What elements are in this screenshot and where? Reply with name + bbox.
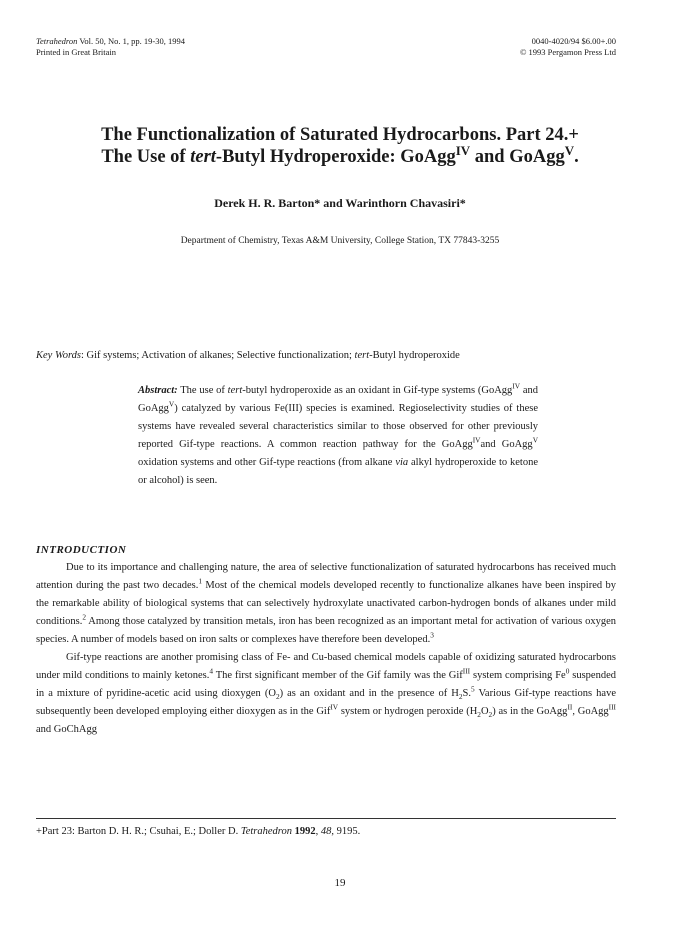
body-text: Various Gif-type reactions have subsequently been developed employing either dioxygen as in the Gif — [36, 688, 616, 717]
body-sup: IV — [330, 702, 339, 712]
keywords — [36, 350, 460, 361]
body-sub: 2 — [458, 692, 463, 702]
copyright: © 1993 Pergamon Press Ltd — [519, 47, 616, 57]
abstract-italic: tert — [227, 385, 243, 396]
keywords-italic: tert — [354, 350, 370, 361]
body-text: S. — [462, 688, 471, 699]
running-header-left — [36, 36, 185, 58]
journal-name: Tetrahedron — [36, 36, 78, 46]
abstract-text: -butyl hydroperoxide as an oxidant in Gif-type systems (GoAgg — [242, 385, 513, 396]
footnote-year: 1992 — [291, 826, 316, 837]
body-text: suspended in a mixture of pyridine-acetic acid using dioxygen (O — [36, 670, 617, 699]
abstract-sup: IV — [472, 435, 481, 445]
abstract-label: Abstract: — [138, 385, 178, 396]
abstract-sup: IV — [512, 381, 521, 391]
running-header-right — [520, 36, 616, 58]
abstract-text: alkyl hydroperoxide to ketone or alcohol) is seen. — [138, 457, 538, 486]
footnote-text: , 9195. — [331, 826, 361, 837]
title-superscript: IV — [455, 142, 471, 158]
footnote-text: , — [315, 826, 321, 837]
abstract-text: and GoAgg — [138, 385, 538, 414]
footnote-text: +Part 23: Barton D. H. R.; Csuhai, E.; Doller D. — [36, 826, 241, 837]
title-text: and GoAgg — [470, 147, 565, 167]
body-sub: 2 — [477, 710, 481, 720]
abstract-italic: via — [395, 457, 409, 468]
abstract-text: oxidation systems and other Gif-type reactions (from alkane — [138, 457, 396, 468]
footnote-rule — [36, 818, 616, 819]
body-text: system or hydrogen peroxide (H — [338, 706, 478, 717]
reference-sup: 3 — [430, 630, 434, 640]
title-superscript: V — [564, 142, 575, 158]
abstract-text: ) catalyzed by various Fe(III) species is examined. Regioselectivity studies of these systems have revealed several characteristics similar to those observed for other previously reported Gif-type reactions. A common reaction pathway for the GoAgg — [138, 403, 538, 450]
body-text: system comprising Fe — [470, 670, 566, 681]
abstract-sup: V — [532, 435, 538, 445]
title-text: . — [574, 147, 579, 167]
keywords-text: -Butyl hydroperoxide — [369, 350, 460, 361]
footnote-volume: 48 — [320, 826, 332, 837]
body-sup: II — [567, 702, 573, 712]
reference-sup: 1 — [198, 576, 203, 586]
body-text: Due to its importance and challenging nature, the area of selective functionalization of saturated hydrocarbons has received much attention during the past two decades. — [36, 562, 616, 591]
body-text: Among those catalyzed by transition metals, iron has been recognized as an important metal for activation of various oxygen species. A number of models based on iron salts or complexes have therefore been developed. — [36, 616, 616, 645]
citation: Vol. 50, No. 1, pp. 19-30, 1994 — [79, 36, 186, 46]
title-text: -Butyl Hydroperoxide: GoAgg — [215, 147, 456, 167]
body-text: The first significant member of the Gif family was the Gif — [213, 670, 463, 681]
section-heading-introduction: INTRODUCTION — [36, 544, 127, 556]
body-text: Most of the chemical models developed recently to functionalize alkanes have been inspired by the remarkable ability of biological systems that can selectively hydroxylate unactivated carbon-hydrogen bonds of alkanes under mild conditions. — [36, 580, 617, 627]
body-sup: III — [462, 666, 471, 676]
title-line-2 — [60, 142, 620, 168]
body-text: O — [480, 706, 489, 717]
introduction-body — [36, 559, 616, 739]
page-number: 19 — [334, 877, 346, 889]
abstract-text: and GoAgg — [480, 439, 533, 450]
body-text: ) as an oxidant and in the presence of H — [279, 688, 459, 699]
footnote — [36, 826, 360, 837]
body-sup: 0 — [565, 666, 570, 676]
title-italic: tert — [190, 147, 216, 167]
reference-sup: 4 — [209, 666, 214, 676]
affiliation: Department of Chemistry, Texas A&M University, College Station, TX 77843-3255 — [180, 236, 500, 246]
body-text: Gif-type reactions are another promising class of Fe- and Cu-based chemical models capable of oxidizing saturated hydrocarbons under mild conditions to mainly ketones. — [36, 652, 616, 681]
footnote-journal: Tetrahedron — [240, 826, 292, 837]
body-sub: 2 — [275, 692, 280, 702]
title-text: The Use of — [101, 147, 191, 167]
body-text: , GoAgg — [572, 706, 609, 717]
paragraph — [36, 649, 616, 739]
body-sub: 2 — [488, 710, 493, 720]
article-code: 0040-4020/94 $6.00+.00 — [531, 36, 616, 46]
reference-sup: 2 — [82, 612, 87, 622]
paper-title — [60, 124, 620, 168]
title-line-1: The Functionalization of Saturated Hydrocarbons. Part 24.+ — [101, 125, 579, 145]
abstract-sup: V — [168, 399, 175, 409]
printed-in: Printed in Great Britain — [36, 47, 117, 57]
reference-sup: 5 — [470, 684, 475, 694]
keywords-text: : Gif systems; Activation of alkanes; Selective functionalization; — [81, 350, 355, 361]
body-text: ) as in the GoAgg — [492, 706, 568, 717]
authors: Derek H. R. Barton* and Warinthorn Chavasiri* — [214, 196, 466, 210]
body-sup: III — [608, 702, 616, 712]
keywords-label: Key Words — [36, 350, 82, 361]
abstract-text: The use of — [177, 385, 228, 396]
body-text: and GoChAgg — [36, 724, 97, 735]
abstract — [138, 382, 538, 490]
paragraph — [36, 559, 616, 649]
